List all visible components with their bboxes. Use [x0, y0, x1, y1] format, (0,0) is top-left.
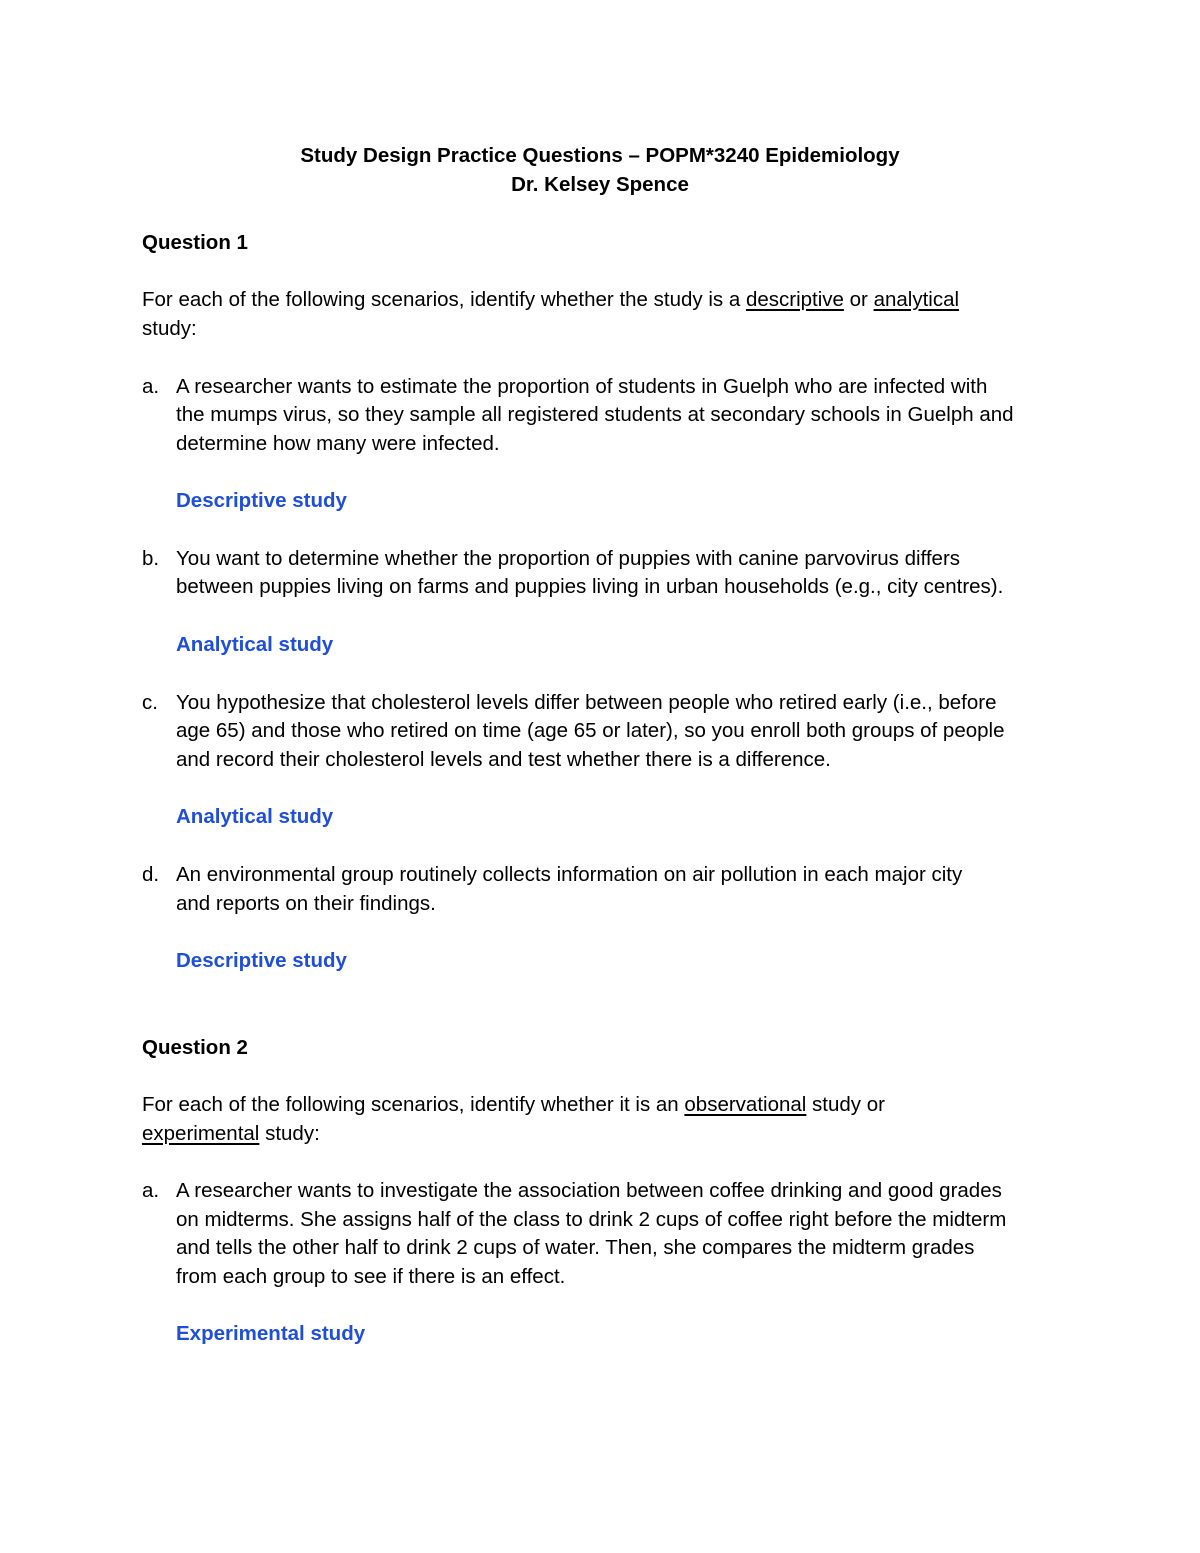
- item-text-line: from each group to see if there is an effect.: [176, 1265, 566, 1288]
- answer-label: Descriptive study: [176, 949, 347, 972]
- prompt-text: For each of the following scenarios, identify whether it is an: [142, 1093, 685, 1116]
- item-text-line: and reports on their findings.: [176, 892, 436, 915]
- item-text-line: A researcher wants to estimate the proportion of students in Guelph who are infected with: [176, 375, 988, 398]
- prompt-text: For each of the following scenarios, identify whether the study is a: [142, 288, 746, 311]
- item-marker: a.: [142, 1179, 160, 1202]
- prompt-text: study or: [806, 1093, 885, 1116]
- item-text-line: and record their cholesterol levels and test whether there is a difference.: [176, 748, 831, 771]
- document-author: Dr. Kelsey Spence: [511, 173, 689, 196]
- item-text-line: A researcher wants to investigate the association between coffee drinking and good grades: [176, 1179, 1002, 1202]
- item-marker: a.: [142, 375, 160, 398]
- item-marker: c.: [142, 691, 158, 714]
- term-analytical: analytical: [873, 288, 960, 311]
- term-descriptive: descriptive: [745, 288, 844, 311]
- answer-label: Experimental study: [176, 1322, 366, 1345]
- item-marker: d.: [142, 863, 160, 886]
- prompt-text: study:: [259, 1122, 320, 1145]
- question-1-heading: Question 1: [142, 231, 248, 254]
- item-text-line: between puppies living on farms and puppies living in urban households (e.g., city centres).: [176, 575, 1004, 598]
- item-text-line: You hypothesize that cholesterol levels differ between people who retired early (i.e., before: [176, 691, 997, 714]
- term-experimental: experimental: [142, 1122, 260, 1145]
- question-1-prompt: [142, 286, 959, 315]
- answer-label: Descriptive study: [176, 489, 347, 512]
- question-2-prompt: [142, 1091, 885, 1120]
- item-text-line: and tells the other half to drink 2 cups of water. Then, she compares the midterm grades: [176, 1236, 975, 1259]
- item-text-line: age 65) and those who retired on time (age 65 or later), so you enroll both groups of people: [176, 719, 1005, 742]
- item-text-line: on midterms. She assigns half of the class to drink 2 cups of coffee right before the midterm: [176, 1208, 1007, 1231]
- answer-label: Analytical study: [176, 805, 334, 828]
- document-title: Study Design Practice Questions – POPM*3240 Epidemiology: [300, 144, 900, 167]
- item-text-line: You want to determine whether the proportion of puppies with canine parvovirus differs: [176, 547, 961, 570]
- question-1-prompt-line2: study:: [142, 317, 197, 340]
- prompt-text: or: [843, 288, 874, 311]
- question-2-heading: Question 2: [142, 1036, 248, 1059]
- item-text-line: the mumps virus, so they sample all registered students at secondary schools in Guelph and: [176, 403, 1014, 426]
- item-marker: b.: [142, 547, 160, 570]
- answer-label: Analytical study: [176, 633, 334, 656]
- item-text-line: determine how many were infected.: [176, 432, 500, 455]
- item-text-line: An environmental group routinely collects information on air pollution in each major city: [176, 863, 963, 886]
- term-observational: observational: [684, 1093, 807, 1116]
- question-2-prompt-line2: [142, 1120, 320, 1149]
